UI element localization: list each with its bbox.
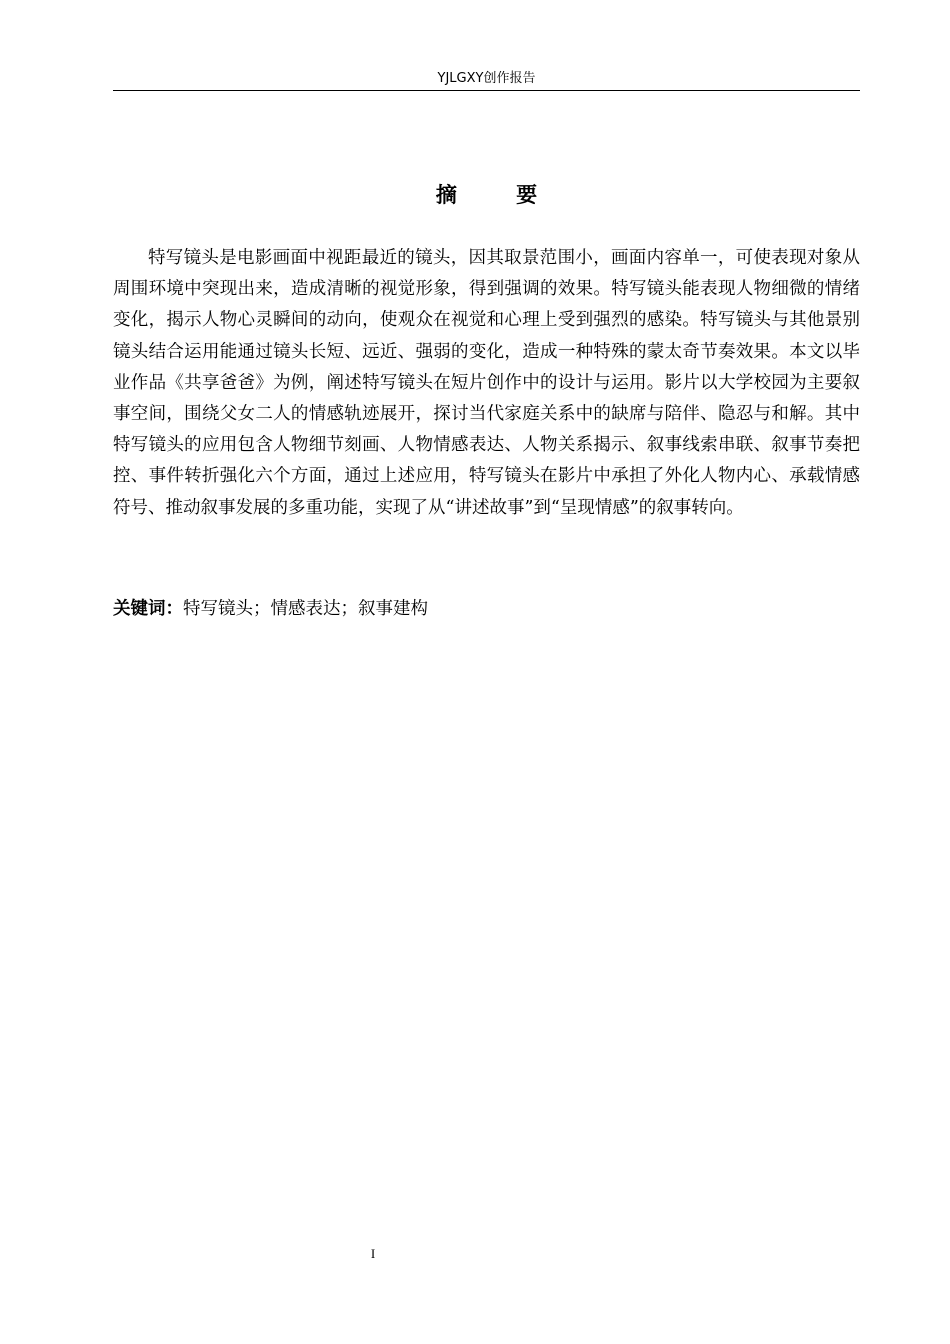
abstract-title: 摘 要 [435, 183, 564, 207]
page-number: I [370, 1246, 376, 1261]
keywords-value: 特写镜头；情感表达；叙事建构 [183, 599, 428, 619]
abstract-body: 特写镜头是电影画面中视距最近的镜头，因其取景范围小，画面内容单一，可使表现对象从周围环境中突现出来，造成清晰的视觉形象，得到强调的效果。特写镜头能表现人物细微的情绪变化，揭示人物心灵瞬间的动向，使观众在视觉和心理上受到强烈的感染。特写镜头与其他景别镜头结合运用能通过镜头长短、远近、强弱的变化，造成一种特殊的蒙太奇节奏效果。本文以毕业作品《共享爸爸》为例，阐述特写镜头在短片创作中的设计与运用。影片以大学校园为主要叙事空间，围绕父女二人的情感轨迹展开，探讨当代家庭关系中的缺席与陪伴、隐忍与和解。其中特写镜头的应用包含人物细节刻画、人物情感表达、人物关系揭示、叙事线索串联、叙事节奏把控、事件转折强化六个方面，通过上述应用，特写镜头在影片中承担了外化人物内心、承载情感符号、推动叙事发展的多重功能，实现了从“讲述故事”到“呈现情感”的叙事转向。 [113, 248, 860, 518]
keywords-line [113, 594, 860, 625]
keywords-label: 关键词： [113, 599, 183, 619]
header-rule [113, 90, 860, 91]
running-header: YJLGXY创作报告 [437, 71, 536, 86]
